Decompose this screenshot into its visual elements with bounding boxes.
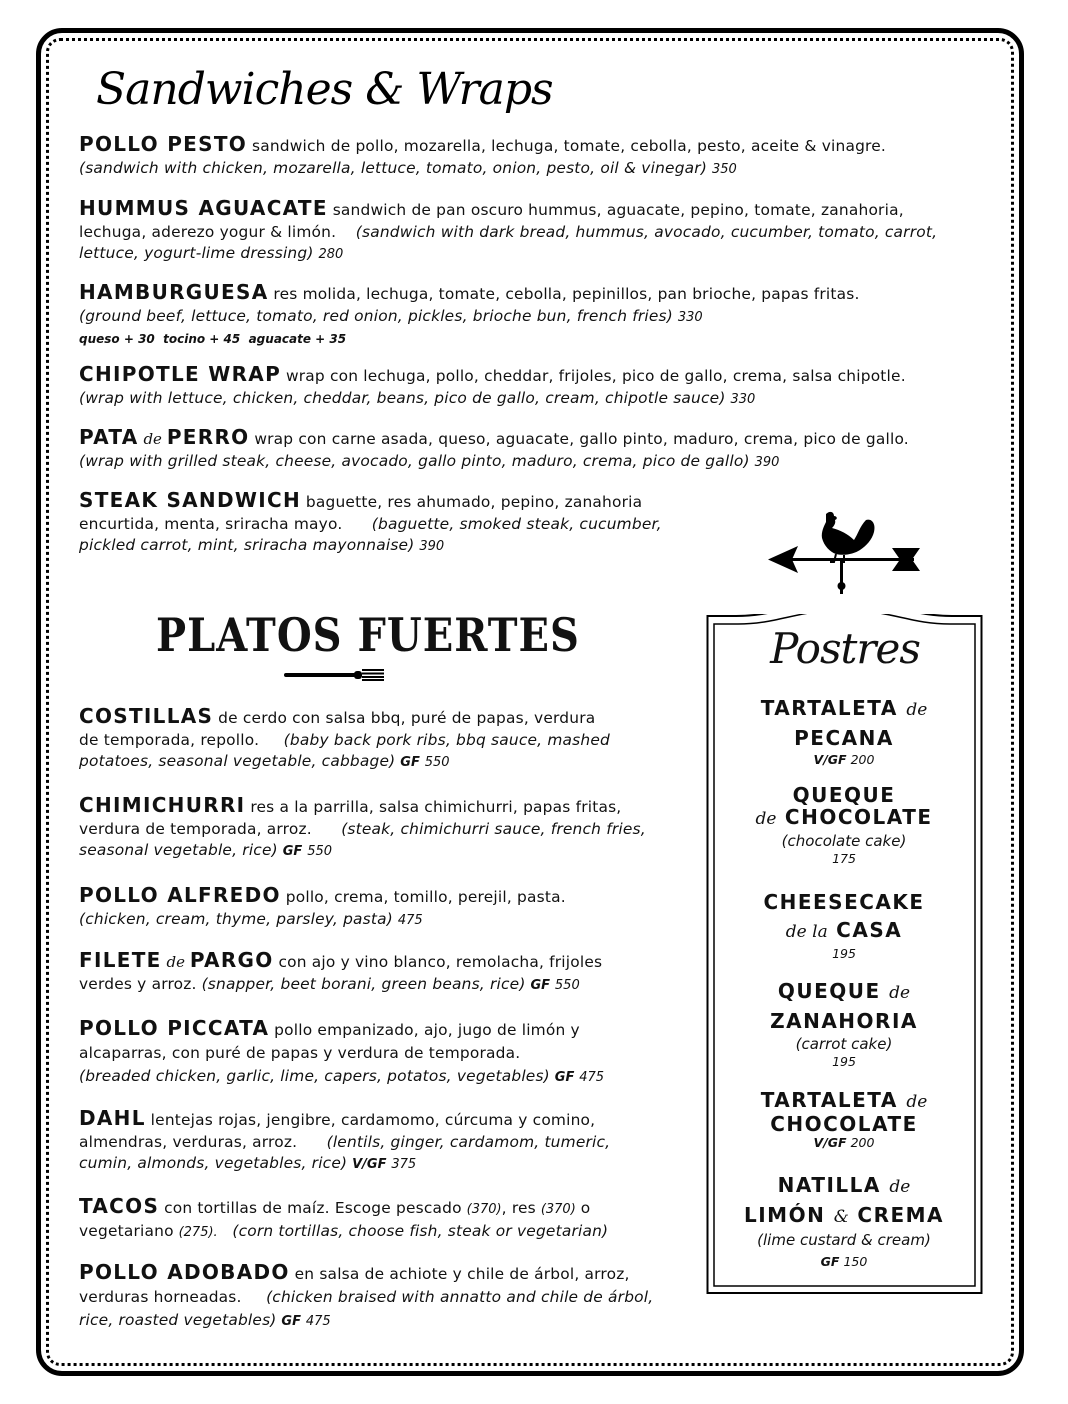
dessert-name-c: CREMA xyxy=(857,1203,945,1227)
dessert-name-connector: de xyxy=(889,1177,911,1197)
dessert-name-a: TARTALETA xyxy=(760,1088,898,1112)
dessert-name-a: QUEQUE xyxy=(792,783,896,807)
item-desc-es-cont: alcaparras, con puré de papas y verdura de temporada. xyxy=(79,1044,521,1062)
item-name: HUMMUS AGUACATE xyxy=(79,196,328,220)
item-name: POLLO PICCATA xyxy=(79,1016,270,1040)
item-desc-es: wrap con carne asada, queso, aguacate, gallo pinto, maduro, crema, pico de gallo. xyxy=(254,430,909,448)
item-price: 475 xyxy=(579,1070,605,1085)
item-desc-es: sandwich de pollo, mozarella, lechuga, tomate, cebolla, pesto, aceite & vinagre. xyxy=(251,137,886,155)
dessert-queque-chocolate xyxy=(716,784,972,867)
dessert-name-b: CASA xyxy=(836,918,903,942)
dessert-diet-tag: V/GF xyxy=(813,1135,847,1150)
item-name: CHIMICHURRI xyxy=(79,793,246,817)
item-diet-tag: V/GF xyxy=(352,1157,387,1172)
item-price: 390 xyxy=(754,454,780,470)
item-name: TACOS xyxy=(79,1194,160,1218)
menu-item-hamburguesa xyxy=(79,282,860,351)
item-desc-es: pollo, crema, tomillo, perejil, pasta. xyxy=(285,888,566,906)
dessert-cheesecake-casa xyxy=(716,888,972,962)
menu-item-chipotle-wrap xyxy=(79,364,906,410)
item-desc-es: sandwich de pan oscuro hummus, aguacate, pepino, tomate, zanahoria, lechuga, aderezo yogur & limón. xyxy=(79,201,904,241)
item-name-a: FILETE xyxy=(79,948,162,972)
dessert-name-a: NATILLA xyxy=(777,1173,881,1197)
dessert-price: 195 xyxy=(832,946,856,961)
dessert-tartaleta-pecana xyxy=(716,694,972,768)
item-desc-en-cont: seasonal vegetable, rice) xyxy=(79,841,278,859)
menu-item-hummus-aguacate xyxy=(79,198,959,266)
item-name: POLLO ADOBADO xyxy=(79,1260,290,1284)
dessert-queque-zanahoria xyxy=(716,977,972,1070)
item-price: 475 xyxy=(305,1314,331,1329)
dessert-name-b: LIMÓN xyxy=(743,1203,826,1227)
dessert-name-connector-2: & xyxy=(833,1207,849,1227)
item-price: 475 xyxy=(397,912,423,928)
item-desc-es: de cerdo con salsa bbq, puré de papas, verdura xyxy=(218,709,596,727)
item-price: 350 xyxy=(711,161,737,177)
menu-item-dahl xyxy=(79,1108,610,1176)
dessert-name-b: CHOCOLATE xyxy=(784,805,933,829)
item-desc-es: res molida, lechuga, tomate, cebolla, pepinillos, pan brioche, papas fritas. xyxy=(273,285,860,303)
item-desc-es: baguette, res ahumado, pepino, zanahoria xyxy=(305,493,643,511)
menu-item-tacos xyxy=(79,1196,608,1243)
dessert-name-connector: de xyxy=(889,983,911,1003)
item-desc-en-cont: pickled carrot, mint, sriracha mayonnaise) xyxy=(79,536,415,554)
item-name-connector: de xyxy=(143,430,162,448)
item-name-b: PERRO xyxy=(166,425,250,449)
item-price-res: (370) xyxy=(540,1202,576,1217)
item-desc-en: (baguette, smoked steak, cucumber, xyxy=(371,514,662,533)
item-desc-es: pollo empanizado, ajo, jugo de limón y xyxy=(274,1021,580,1039)
dessert-natilla-limon-crema xyxy=(716,1171,972,1270)
item-desc-en: (ground beef, lettuce, tomato, red onion, pickles, brioche bun, french fries) xyxy=(79,306,673,325)
item-name: COSTILLAS xyxy=(79,704,214,728)
item-desc-en: (steak, chimichurri sauce, french fries, xyxy=(341,819,646,838)
item-name-a: PATA xyxy=(79,425,139,449)
dessert-price: 200 xyxy=(850,752,875,767)
item-desc-es: lentejas rojas, jengibre, cardamomo, cúrcuma y comino, xyxy=(150,1111,596,1129)
dessert-name-b: PECANA xyxy=(794,726,894,750)
item-desc-en: (wrap with grilled steak, cheese, avocado, gallo pinto, maduro, crema, pico de gallo) xyxy=(79,451,750,470)
item-desc-es: en salsa de achiote y chile de árbol, arroz, xyxy=(294,1265,630,1283)
item-name: POLLO PESTO xyxy=(79,132,248,156)
menu-item-pata-de-perro xyxy=(79,427,909,473)
postres-title: Postres xyxy=(770,624,920,673)
item-diet-tag: GF xyxy=(400,755,420,770)
dessert-desc: (chocolate cake) xyxy=(781,832,907,850)
dessert-name-b: ZANAHORIA xyxy=(770,1009,918,1033)
menu-item-filete-de-pargo xyxy=(79,950,602,996)
item-price: 280 xyxy=(318,247,344,262)
menu-item-chimichurri xyxy=(79,795,646,863)
item-name: STEAK SANDWICH xyxy=(79,488,301,512)
item-diet-tag: GF xyxy=(281,1314,301,1329)
item-desc-en: (baby back pork ribs, bbq sauce, mashed xyxy=(283,730,610,749)
item-desc-es-cont: verdes y arroz. xyxy=(79,974,197,993)
dessert-name-a: QUEQUE xyxy=(777,979,881,1003)
item-name-b: PARGO xyxy=(189,948,274,972)
item-name: POLLO ALFREDO xyxy=(79,883,281,907)
item-desc-es: res a la parrilla, salsa chimichurri, papas fritas, xyxy=(250,798,622,816)
dessert-price: 200 xyxy=(850,1135,875,1150)
dessert-name-connector: de la xyxy=(785,922,828,942)
dessert-price: 175 xyxy=(832,851,856,866)
dessert-name-a: CHEESECAKE xyxy=(763,890,925,914)
dessert-name-connector: de xyxy=(906,1092,928,1112)
item-name: CHIPOTLE WRAP xyxy=(79,362,282,386)
item-diet-tag: GF xyxy=(554,1070,575,1085)
platos-fuertes-title: PLATOS FUERTES xyxy=(156,608,580,663)
dessert-diet-tag: V/GF xyxy=(813,752,847,767)
item-name-connector: de xyxy=(166,953,186,971)
item-desc-es: con ajo y vino blanco, remolacha, frijoles xyxy=(278,953,603,971)
item-desc-en: (wrap with lettuce, chicken, cheddar, beans, pico de gallo, cream, chipotle sauce) xyxy=(79,388,726,407)
item-price: 550 xyxy=(554,977,580,993)
item-desc-en-cont: rice, roasted vegetables) xyxy=(79,1311,277,1329)
item-desc-es-cont: verduras horneadas. xyxy=(79,1288,242,1306)
item-desc-en-cont: potatoes, seasonal vegetable, cabbage) xyxy=(79,752,396,770)
menu-item-pollo-adobado xyxy=(79,1261,653,1333)
item-name: DAHL xyxy=(79,1106,146,1130)
item-name: HAMBURGUESA xyxy=(79,280,269,304)
dessert-name-a: TARTALETA xyxy=(760,696,898,720)
menu-item-pollo-pesto xyxy=(79,134,886,180)
item-desc-en: (snapper, beet borani, green beans, rice) xyxy=(201,974,526,993)
item-desc-es-res: , res xyxy=(501,1199,536,1217)
dessert-tartaleta-chocolate xyxy=(716,1089,972,1151)
item-price: 330 xyxy=(677,309,703,325)
dessert-price: 195 xyxy=(832,1054,856,1069)
menu-item-pollo-piccata xyxy=(79,1017,604,1089)
item-price: 550 xyxy=(424,755,450,770)
item-price-veg: (275). xyxy=(178,1224,218,1240)
dessert-desc: (lime custard & cream) xyxy=(757,1231,931,1249)
item-desc-en-cont: cumin, almonds, vegetables, rice) xyxy=(79,1154,348,1172)
item-desc-es-cont: encurtida, menta, sriracha mayo. xyxy=(79,514,343,533)
item-desc-en: (breaded chicken, garlic, lime, capers, potatos, vegetables) xyxy=(79,1067,550,1085)
item-price: 375 xyxy=(391,1157,417,1172)
item-desc-en: (sandwich with dark bread, hummus, avocado, cucumber, tomato, carrot, lettuce, yogurt-lime dressing) xyxy=(79,222,938,262)
dessert-price: 150 xyxy=(843,1254,868,1269)
menu-item-costillas xyxy=(79,706,610,774)
item-price: 550 xyxy=(307,844,333,859)
item-desc-es-cont: almendras, verduras, arroz. xyxy=(79,1132,298,1151)
menu-item-pollo-alfredo xyxy=(79,885,566,931)
dessert-name-b: CHOCOLATE xyxy=(770,1112,918,1136)
item-desc-en: (chicken, cream, thyme, parsley, pasta) xyxy=(79,909,393,928)
item-desc-es-o: o xyxy=(580,1199,591,1217)
dessert-name-connector: de xyxy=(906,700,928,720)
item-price: 330 xyxy=(730,391,756,407)
item-desc-es-cont: de temporada, repollo. xyxy=(79,730,260,749)
menu-item-steak-sandwich xyxy=(79,490,662,558)
item-desc-en: (chicken braised with annatto and chile de árbol, xyxy=(266,1288,654,1306)
sandwiches-title: Sandwiches & Wraps xyxy=(96,64,553,115)
rooster-weathervane-icon xyxy=(764,506,924,594)
item-desc-es: con tortillas de maíz. Escoge pescado xyxy=(164,1199,462,1217)
item-desc-es-cont: vegetariano xyxy=(79,1221,174,1240)
item-extras: queso + 30 tocino + 45 aguacate + 35 xyxy=(79,332,347,346)
item-desc-es: wrap con lechuga, pollo, cheddar, frijoles, pico de gallo, crema, salsa chipotle. xyxy=(285,367,906,385)
item-price-fish: (370) xyxy=(466,1202,502,1217)
item-diet-tag: GF xyxy=(282,844,303,859)
dessert-diet-tag: GF xyxy=(820,1254,840,1269)
item-desc-es-cont: verdura de temporada, arroz. xyxy=(79,819,312,838)
item-desc-en: (lentils, ginger, cardamom, tumeric, xyxy=(326,1132,611,1151)
item-diet-tag: GF xyxy=(530,977,550,993)
item-price: 390 xyxy=(419,539,445,554)
item-desc-en: (sandwich with chicken, mozarella, lettuce, tomato, onion, pesto, oil & vinegar) xyxy=(79,158,708,177)
fork-icon xyxy=(284,668,386,682)
item-desc-en: (corn tortillas, choose fish, steak or vegetarian) xyxy=(232,1221,609,1240)
dessert-name-connector: de xyxy=(755,809,777,829)
dessert-desc: (carrot cake) xyxy=(795,1035,893,1053)
